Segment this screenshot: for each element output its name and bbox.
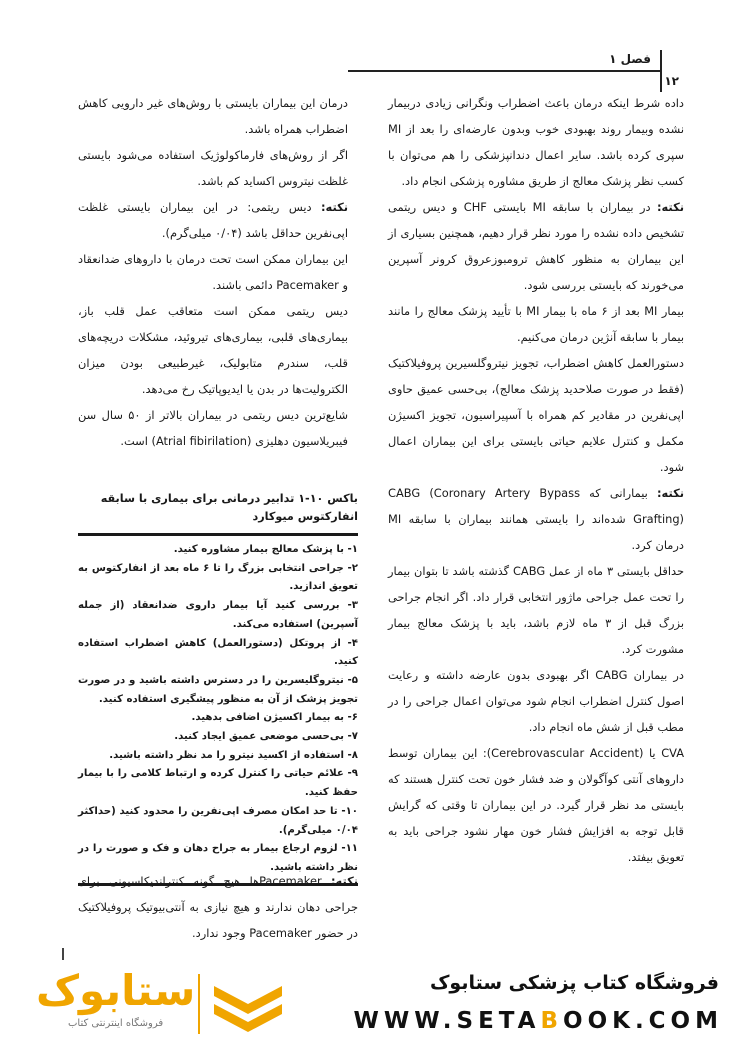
header-divider-horizontal (348, 70, 661, 72)
paragraph-text: اگر از روش‌های فارماکولوژیک استفاده می‌شود بایستی غلظت نیتروس اکساید کم باشد. (78, 148, 348, 188)
store-url[interactable] (354, 1008, 723, 1034)
treatment-box (78, 490, 358, 886)
pacemaker-note (78, 868, 358, 946)
paragraph-text: در بیماران با سابقه MI بایستی CHF و دیس ریتمی تشخیص داده نشده را مورد نظر قرار دهیم، همچنین بسیاری از این بیماران به منظور کاهش ترومبوزعروق کرونر آسپرین می‌خورند که بایستی بررسی شود. (388, 200, 684, 292)
paragraph (78, 194, 348, 246)
paragraph-text: دیس ریتمی: در این بیماران بایستی غلظت اپی‌نفرین حداقل باشد (۰/۰۴ میلی‌گرم). (78, 200, 348, 240)
paragraph (78, 142, 348, 194)
brand-divider (198, 974, 200, 1034)
box-list-item: ۱۱- لزوم ارجاع بیمار به جراح دهان و فک و صورت را در نظر داشته باشید. (78, 843, 358, 873)
page-number: ۱۲ (664, 74, 679, 88)
note-label: نکته: (321, 200, 349, 214)
paragraph (388, 662, 684, 740)
paragraph (388, 350, 684, 480)
box-list-item: ۳- بررسی کنید آیا بیمار داروی ضدانعقاد (از جمله آسپرین) استفاده می‌کند. (78, 600, 358, 630)
box-list-item: ۶- به بیمار اکسیژن اضافی بدهید. (191, 712, 358, 724)
paragraph-text: داده شرط اینکه درمان باعث اضطراب ونگرانی زیادی دربیمار نشده وبیمار روند بهبودی خوب وبدون عارضه‌ای را بعد از MI سپری کرده باشد. سایر اعمال دندانپزشکی را هم می‌توان با کسب نظر پزشک معالج از طریق مشاوره پزشکی انجام داد. (388, 96, 684, 188)
box-list-item: ۴- از پروتکل (دستورالعمل) کاهش اضطراب استفاده کنید. (78, 637, 358, 668)
paragraph-text: CVA یا (Cerebrovascular Accident): این بیماران توسط داروهای آنتی کوآگولان و ضد فشار خون تحت کنترل هستند که بایستی مد نظر قرار گیرد. در این بیماران تا وقتی که گرایش قابل توجه به افزایش فشار خون مهار نشود جراحی باید به تعویق بیفتد. (388, 746, 684, 864)
footer-banner (0, 960, 737, 1044)
box-list-item: ۱- با پزشک معالج بیمار مشاوره کنید. (173, 544, 358, 555)
url-accent-letter: B (540, 1008, 564, 1034)
box-list (78, 541, 358, 878)
paragraph-text: بیمارانی که CABG (Coronary Artery Bypass Grafting) شده‌اند را بایستی همانند بیماران با سابقه MI درمان کرد. (388, 486, 684, 552)
paragraph-text: دستورالعمل کاهش اضطراب، تجویز نیتروگلسیرین پروفیلاکتیک (فقط در صورت صلاحدید پزشک معالج)، بی‌حسی عمیق حاوی اپی‌نفرین در مقادیر کم همراه با آسپیراسیون، تجویز اکسیژن مکمل و کنترل علایم حیاتی بایستی برای این بیماران اعمال شود. (388, 356, 684, 474)
paragraph-text: درمان این بیماران بایستی با روش‌های غیر دارویی کاهش اضطراب همراه باشد. (78, 96, 348, 136)
paragraph (388, 90, 684, 194)
logo-wordmark: ستابوک (36, 966, 196, 1015)
note-text: Pacemakerها هیچ گونه کنتراندیکاسیونی برای جراحی دهان ندارند و هیچ نیازی به آنتی‌بیوتیک پروفیلاکتیک در حضور Pacemaker وجود ندارد. (78, 874, 358, 940)
logo-tagline: فروشگاه اینترنتی کتاب (68, 1018, 164, 1029)
note-label: نکته: (331, 874, 359, 888)
chevron-logo-icon (210, 978, 286, 1034)
paragraph-text: بیمار MI بعد از ۶ ماه با بیمار MI با تأیید پزشک معالج را مانند بیمار با سابقه آنژین درمان می‌کنیم. (388, 304, 684, 344)
page-header (0, 0, 737, 100)
chapter-label: فصل ۱ (609, 52, 651, 66)
paragraph (388, 740, 684, 870)
paragraph-text: این بیماران ممکن است تحت درمان با داروهای ضدانعقاد و Pacemaker دائمی باشند. (78, 252, 348, 292)
paragraph (78, 402, 348, 454)
right-text-column (388, 90, 684, 870)
url-prefix: WWW.SETA (353, 1008, 541, 1034)
left-text-column (78, 90, 348, 454)
box-title: باکس ۱۰-۱ تدابیر درمانی برای بیماری با سابقه انفارکتوس میوکارد (100, 492, 358, 523)
store-name: فروشگاه کتاب پزشکی ستابوک (429, 972, 719, 994)
box-list-item: ۷- بی‌حسی موضعی عمیق ایجاد کنید. (174, 731, 358, 743)
paragraph (388, 194, 684, 298)
box-top-rule (78, 533, 358, 536)
url-suffix: OOK.COM (563, 1008, 723, 1034)
paragraph (388, 480, 684, 558)
box-list-item: ۱۰- تا حد امکان مصرف اپی‌نفرین را محدود کنید (حداکثر ۰/۰۴ میلی‌گرم). (78, 805, 358, 836)
paragraph-text: حداقل بایستی ۳ ماه از عمل CABG گذشته باشد تا بتوان بیمار را تحت عمل جراحی ماژور انتخابی قرار داد. اگر انجام جراحی بزرگ قبل از ۳ ماه لازم باشد، باید با پزشک معالج بیمار مشورت کرد. (388, 564, 685, 656)
box-list-item: ۲- جراحی انتخابی بزرگ را تا ۶ ماه بعد از انفارکتوس به تعویق اندازید. (78, 562, 358, 593)
paragraph-text: دیس ریتمی ممکن است متعاقب عمل قلب باز، بیماری‌های قلبی، بیماری‌های تیروئید، مشکلات دریچه‌های قلب، سندرم متابولیک، غیرطبیعی بودن میزان الکترولیت‌ها در بدن یا ایدیوپاتیک رخ می‌دهد. (78, 304, 348, 396)
box-list-item: ۹- علائم حیاتی را کنترل کرده و ارتباط کلامی را با بیمار حفظ کنید. (78, 768, 358, 799)
paragraph (78, 298, 348, 402)
note-label: نکته: (656, 200, 684, 214)
box-list-item: ۸- استفاده از اکسید نیترو را مد نظر داشته باشید. (109, 749, 358, 761)
paragraph-text: در بیماران CABG اگر بهبودی بدون عارضه داشته و رعایت اصول کنترل اضطراب انجام شود می‌توان اعمال جراحی را در مطب قبل از شش ماه انجام داد. (388, 668, 684, 734)
paragraph (78, 246, 348, 298)
box-list-item: ۵- نیتروگلیسرین را در دسترس داشته باشید و در صورت تجویز پزشک از آن به منظور پیشگیری استفاده کنید. (78, 674, 358, 705)
paragraph (388, 558, 684, 662)
note-label: نکته: (657, 486, 685, 500)
paragraph (388, 298, 684, 350)
paragraph (78, 90, 348, 142)
paragraph-text: شایع‌ترین دیس ریتمی در بیماران بالاتر از ۵۰ سال سن فیبریلاسیون دهلیزی (Atrial fibirilation) است. (78, 408, 349, 448)
